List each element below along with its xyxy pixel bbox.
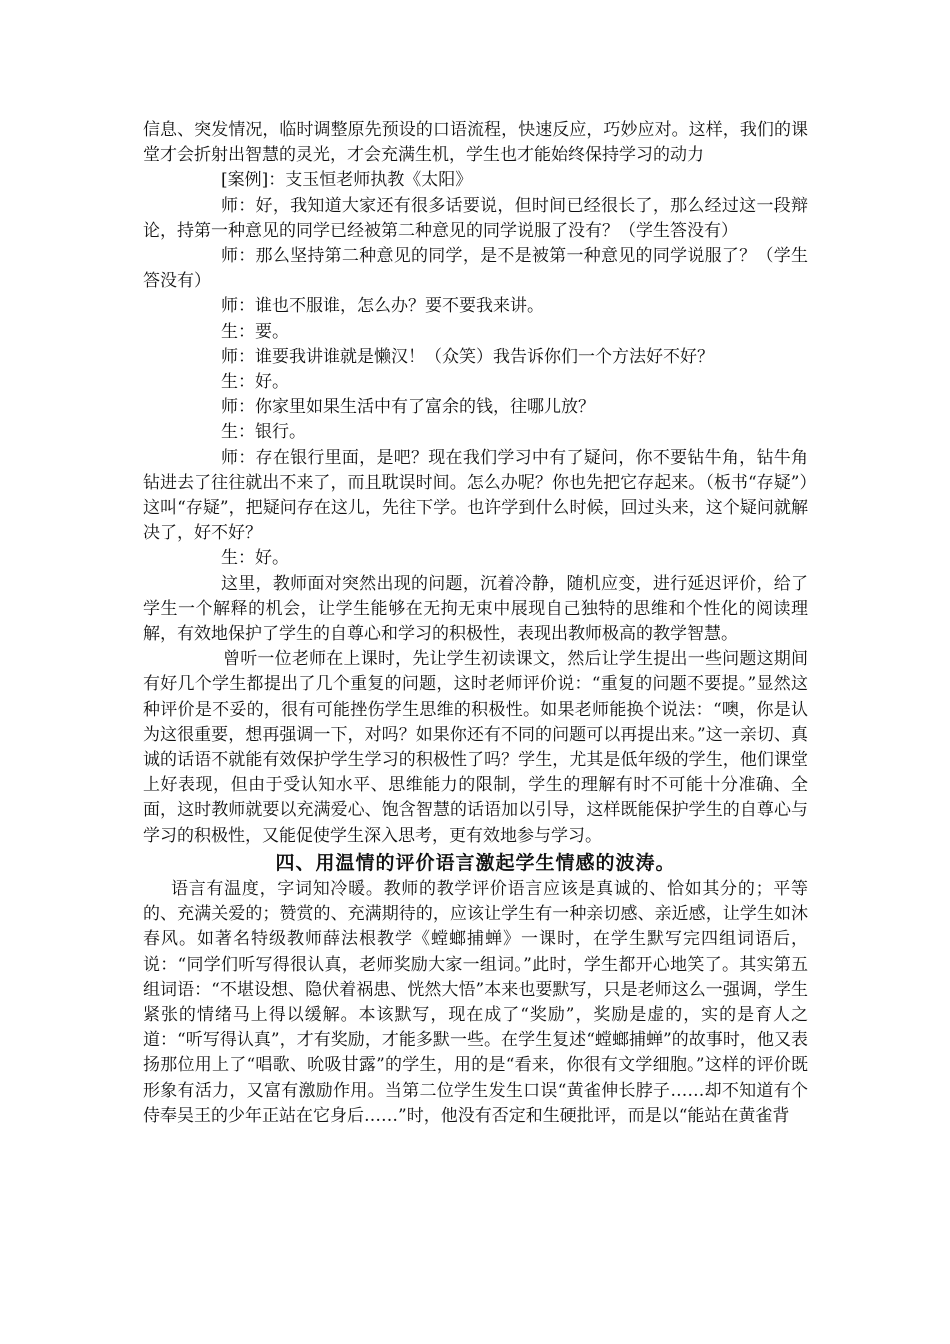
- dialogue-line: 生：要。: [221, 321, 289, 342]
- dialogue-line: 师：谁也不服谁，怎么办？要不要我来讲。: [221, 296, 544, 317]
- dialogue-line: 师：谁要我讲谁就是懒汉！（众笑）我告诉你们一个方法好不好？: [221, 346, 714, 367]
- dialogue-line: 师：那么坚持第二种意见的同学，是不是被第一种意见的同学说服了？（学生答没有）: [143, 246, 808, 292]
- paragraph-intro: 信息、突发情况，临时调整原先预设的口语流程，快速反应，巧妙应对。这样，我们的课堂才会折射出智慧的灵光，才会充满生机，学生也才能始终保持学习的动力: [143, 120, 808, 166]
- dialogue-line: 师：好，我知道大家还有很多话要说，但时间已经很长了，那么经过这一段辩论，持第一种意见的同学已经被第二种意见的同学说服了没有？（学生答没有）: [143, 195, 808, 241]
- case-title: [案例]：支玉恒老师执教《太阳》: [221, 170, 473, 191]
- section-heading: 四、用温情的评价语言激起学生情感的波涛。: [275, 851, 676, 874]
- commentary-paragraph: 这里，教师面对突然出现的问题，沉着冷静，随机应变，进行延迟评价，给了学生一个解释的机会，让学生能够在无拘无束中展现自己独特的思维和个性化的阅读理解，有效地保护了学生的自尊心和学习的积极性，表现出教师极高的教学智慧。: [143, 573, 808, 645]
- dialogue-line: 生：银行。: [221, 422, 306, 443]
- section-paragraph: 语言有温度，字词知冷暖。教师的教学评价语言应该是真诚的、恰如其分的；平等的、充满关爱的；赞赏的、充满期待的，应该让学生有一种亲切感、亲近感，让学生如沐春风。如著名特级教师薛法根教学《螳螂捕蝉》一课时，在学生默写完四组词语后，说：“同学们听写得很认真，老师奖励大家一组词。”此时，学生都开心地笑了。其实第五组词语：“不堪设想、隐伏着祸患、恍然大悟”本来也要默写，只是老师这么一强调，学生紧张的情绪马上得以缓解。本该默写，现在成了“奖励”，奖励是虚的，实的是育人之道：“听写得认真”，才有奖励，才能多默一些。在学生复述“螳螂捕蝉”的故事时，他又表扬那位用上了“唱歌、吮吸甘露”的学生，用的是“看来，你很有文学细胞。”这样的评价既形象有活力，又富有激励作用。当第二位学生发生口误“黄雀伸长脖子……却不知道有个侍奉吴王的少年正站在它身后……”时，他没有否定和生硬批评，而是以“能站在黄雀背: [143, 878, 808, 1126]
- dialogue-line: 师：存在银行里面，是吧？现在我们学习中有了疑问，你不要钻牛角，钻牛角钻进去了往往就出不来了，而且耽误时间。怎么办呢？你也先把它存起来。（板书“存疑”）这叫“存疑”，把疑问存在这儿，先往下学。也许学到什么时候，回过头来，这个疑问就解决了，好不好？: [143, 447, 808, 544]
- dialogue-line: 生：好。: [221, 548, 289, 569]
- dialogue-line: 生：好。: [221, 372, 289, 393]
- document-page: [143, 118, 808, 1129]
- dialogue-line: 师：你家里如果生活中有了富余的钱，往哪儿放？: [221, 397, 595, 418]
- commentary-paragraph: 曾听一位老师在上课时，先让学生初读课文，然后让学生提出一些问题这期间有好几个学生都提出了几个重复的问题，这时老师评价说：“重复的问题不要提。”显然这种评价是不妥的，很有可能挫伤学生思维的积极性。如果老师能换个说法：“噢，你是认为这很重要，想再强调一下，对吗？如果你还有不同的问题可以再提出来。”这一亲切、真诚的话语不就能有效保护学生学习的积极性了吗？学生，尤其是低年级的学生，他们课堂上好表现，但由于受认知水平、思维能力的限制，学生的理解有时不可能十分准确、全面，这时教师就要以充满爱心、饱含智慧的话语加以引导，这样既能保护学生的自尊心与学习的积极性，又能促使学生深入思考，更有效地参与学习。: [143, 649, 808, 846]
